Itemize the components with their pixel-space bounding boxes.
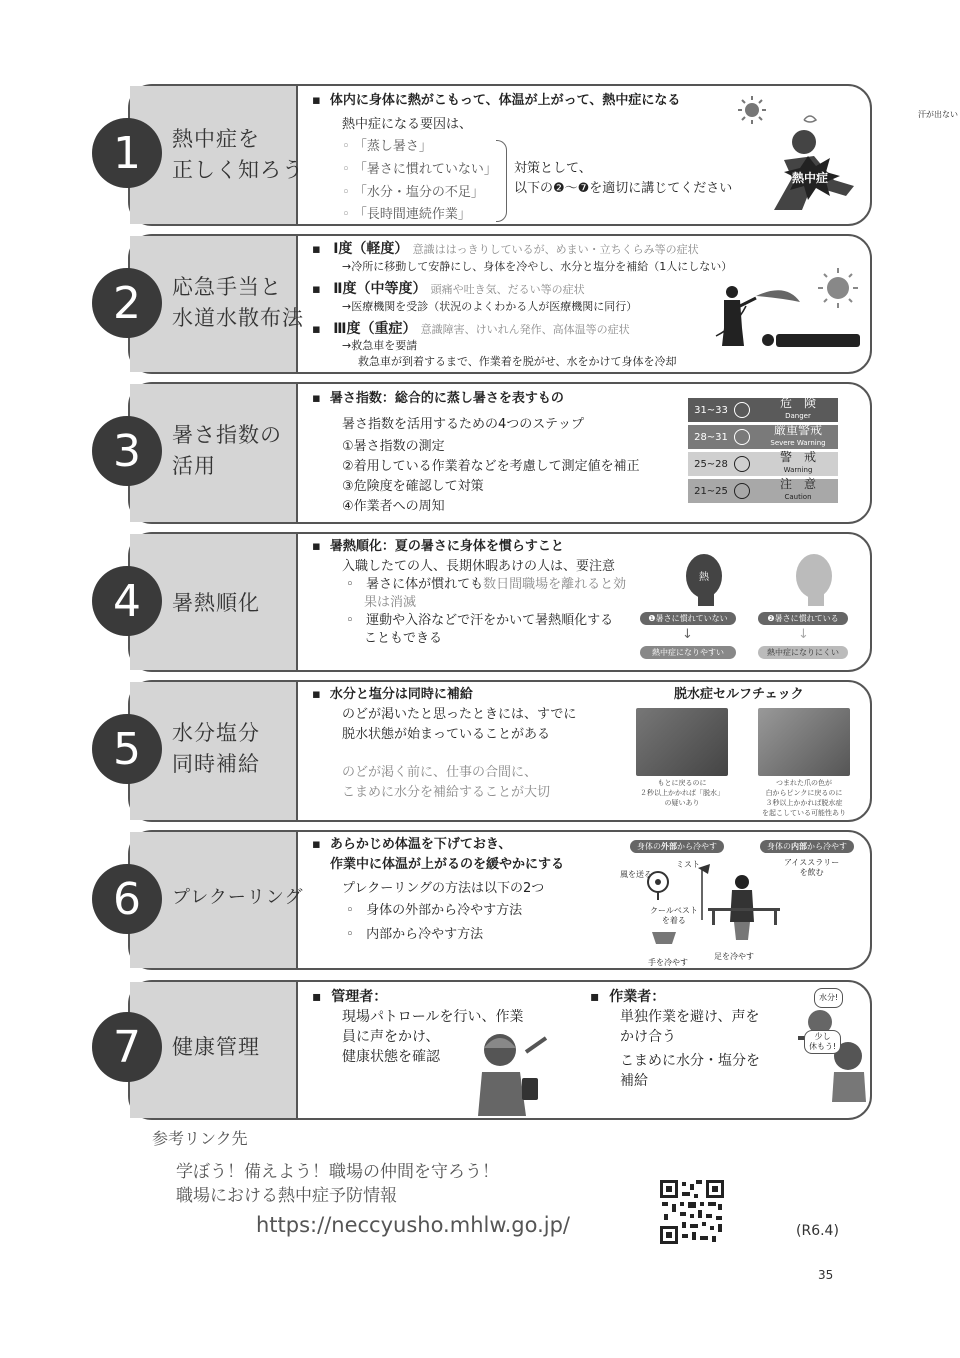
reference-heading: 参考リンク先: [152, 1129, 248, 1148]
external-cooling-tag: 身体の外部から冷やす: [630, 840, 724, 853]
section-title: 健康管理: [172, 1035, 260, 1059]
result-pill: 熱中症になりにくい: [758, 646, 848, 659]
section-4: [128, 532, 872, 672]
bullet: ▪ 水分と塩分は同時に補給: [312, 687, 473, 702]
factor: ◦ 「蒸し暑さ」: [342, 139, 432, 154]
degree-1-action: →冷所に移動して安静にし、身体を冷やし、水分と塩分を補給（1人にしない）: [342, 260, 733, 273]
fan-icon: [648, 872, 668, 900]
worker-text: 単独作業を避け、声を: [620, 1009, 760, 1025]
degree-3-action: →救急車を要請: [342, 339, 418, 352]
factor: ◦ 「水分・塩分の不足」: [342, 185, 484, 200]
section-title: 水分塩分 同時補給: [172, 721, 260, 776]
version-label: (R6.4): [796, 1223, 839, 1239]
face-icon: [734, 483, 750, 499]
section-number: 7: [92, 1012, 162, 1082]
section-number: 3: [92, 416, 162, 486]
internal-cooling-tag: 身体の内部から冷やす: [760, 840, 854, 853]
arrow-down-icon: ↓: [682, 627, 693, 642]
badge: ❶暑さに慣れていない: [640, 612, 736, 625]
text-line: 脱水状態が始まっていることがある: [342, 727, 551, 742]
result-pill: 熱中症になりやすい: [640, 646, 736, 659]
degree-1: ▪ Ⅰ度（軽度） 意識ははっきりしているが、めまい・立ちくらみ等の症状: [312, 241, 699, 257]
heat-level-row: 28~31 厳重警戒 Severe Warning: [688, 425, 838, 449]
degree-2-action: →医療機関を受診（状況のよくわかる人が医療機関に同行）: [342, 300, 638, 313]
factor: ◦ 「暑さに慣れていない」: [342, 162, 497, 177]
caption-1: もとに戻るのに ２秒以上かかれば「脱水」 の疑いあり: [640, 779, 724, 807]
degree-2: ▪ Ⅱ度（中等度） 頭痛や吐き気、だるい等の症状: [312, 281, 585, 297]
precooling-illustration: [638, 860, 788, 954]
reference-line: 職場における熱中症予防情報: [176, 1186, 397, 1206]
step: ④作業者への周知: [342, 499, 445, 514]
sun-icon: [818, 268, 858, 308]
section-7: [128, 980, 872, 1120]
factor: ◦ 「長時間連続作業」: [342, 207, 471, 222]
point: ◦ 暑さに体が慣れても数日間職場を離れると効: [346, 577, 627, 592]
section-6: [128, 830, 872, 970]
worker-text: こまめに水分・塩分を: [620, 1053, 760, 1069]
badge: ❷暑さに慣れている: [758, 612, 848, 625]
reference-line: 学ぼう！備えよう！職場の仲間を守ろう！: [176, 1162, 499, 1182]
step: ③危険度を確認して対策: [342, 479, 484, 494]
speech-bubble: 水分!: [814, 988, 843, 1008]
section-title: プレクーリング: [172, 887, 304, 908]
section-title: 熱中症を 正しく知ろう: [172, 127, 304, 182]
degree-3: ▪ Ⅲ度（重症） 意識障害、けいれん発作、高体温等の症状: [312, 321, 630, 337]
worker-text: かけ合う: [620, 1029, 676, 1045]
method: ◦ 身体の外部から冷やす方法: [346, 903, 523, 918]
worker-text: 補給: [620, 1073, 648, 1089]
section-title: 応急手当と 水道水散布法: [172, 275, 304, 330]
foot-cool-label: 足を冷やす: [714, 952, 754, 961]
ice-slurry-label: アイススラリー を飲む: [784, 858, 840, 877]
section-number: 6: [92, 864, 162, 934]
face-icon: [734, 429, 750, 445]
heatstroke-worker-illustration: [734, 90, 870, 218]
basin-icon: [652, 932, 676, 944]
face-icon: [734, 402, 750, 418]
section-title: 暑さ指数の 活用: [172, 423, 282, 478]
section-2: [128, 234, 872, 374]
text-line: こまめに水分を補給することが大切: [342, 785, 551, 800]
worker-head: ▪ 作業者：: [590, 989, 666, 1005]
measure-text: 以下の❷〜❼を適切に講じてください: [514, 181, 733, 196]
heat-level-row: 25~28 警 戒 Warning: [688, 452, 838, 476]
shower-icon: [698, 864, 710, 920]
text-line: のどが渇いたと思ったときには、すでに: [342, 707, 577, 722]
nail-press-photo: [758, 708, 850, 776]
point-cont: 果は消滅: [364, 595, 417, 610]
sun-icon: [738, 96, 766, 124]
skin-pinch-photo: [636, 708, 728, 776]
section-number: 1: [92, 118, 162, 188]
mist-label: ミスト: [676, 860, 700, 869]
section-title: 暑熱順化: [172, 591, 260, 615]
qr-code-icon: [660, 1180, 724, 1244]
step: ①暑さ指数の測定: [342, 439, 445, 454]
sub-text: 熱中症になる要因は、: [342, 117, 473, 132]
manager-head: ▪ 管理者：: [312, 989, 388, 1005]
bullet: ▪ あらかじめ体温を下げておき、: [312, 837, 512, 852]
svg-text:熱: 熱: [699, 572, 709, 583]
sub-text: 暑さ指数を活用するための4つのステップ: [342, 417, 585, 432]
bullet: ▪ 暑さ指数：総合的に蒸し暑さを表すもの: [312, 391, 564, 406]
no-sweat-label: 汗が出ない: [918, 110, 958, 119]
fan-label: 風を送る: [620, 870, 652, 879]
brace: [496, 140, 507, 222]
reference-url[interactable]: https://neccyusho.mhlw.go.jp/: [256, 1213, 570, 1237]
manager-illustration: [470, 1022, 556, 1116]
section-3: [128, 382, 872, 524]
heads-illustration: [658, 542, 848, 608]
sub-text: プレクーリングの方法は以下の2つ: [342, 881, 545, 896]
page-number: 35: [818, 1268, 834, 1282]
hand-cool-label: 手を冷やす: [648, 958, 688, 967]
bullet-cont: 作業中に体温が上がるのを緩やかにする: [330, 857, 565, 872]
cool-vest-label: クールベスト を着る: [650, 906, 698, 925]
heat-level-row: 21~25 注 意 Caution: [688, 479, 838, 503]
svg-text:熱中症: 熱中症: [791, 171, 829, 185]
face-icon: [734, 456, 750, 472]
step: ②着用している作業着などを考慮して測定値を補正: [342, 459, 640, 474]
heat-index-table: [688, 398, 838, 506]
speech-bubble: 少し 休もう!: [804, 1030, 841, 1054]
self-check-title: 脱水症セルフチェック: [674, 687, 804, 702]
manager-text: 現場パトロールを行い、作業: [342, 1009, 524, 1025]
arrow-down-icon: ↓: [798, 627, 809, 642]
caption-2: つまれた爪の色が 白からピンクに戻るのに ３秒以上かかれば脱水症 を起こしている可能性あり: [762, 779, 846, 817]
measure-text: 対策として、: [514, 161, 592, 176]
section-1: [128, 84, 958, 226]
manager-text: 健康状態を確認: [342, 1049, 440, 1065]
sub-text: 入職したての人、長期休暇あけの人は、要注意: [342, 559, 616, 574]
bullet: ▪ 暑熱順化：夏の暑さに身体を慣らすこと: [312, 539, 564, 554]
degree-3-action: 救急車が到着するまで、作業着を脱がせ、水をかけて身体を冷却: [358, 355, 677, 368]
water-spray-illustration: [716, 266, 866, 352]
section-number: 5: [92, 714, 162, 784]
manager-text: 員に声をかけ、: [342, 1029, 440, 1045]
point-cont: こともできる: [364, 631, 443, 646]
section-5: [128, 680, 872, 822]
section-number: 2: [92, 268, 162, 338]
text-line: のどが渇く前に、仕事の合間に、: [342, 765, 538, 780]
heat-level-row: 31~33 危 険 Danger: [688, 398, 838, 422]
section-number: 4: [92, 566, 162, 636]
method: ◦ 内部から冷やす方法: [346, 927, 484, 942]
bullet: ▪ 体内に身体に熱がこもって、体温が上がって、熱中症になる: [312, 93, 681, 108]
point: ◦ 運動や入浴などで汗をかいて暑熱順化する: [346, 613, 614, 628]
